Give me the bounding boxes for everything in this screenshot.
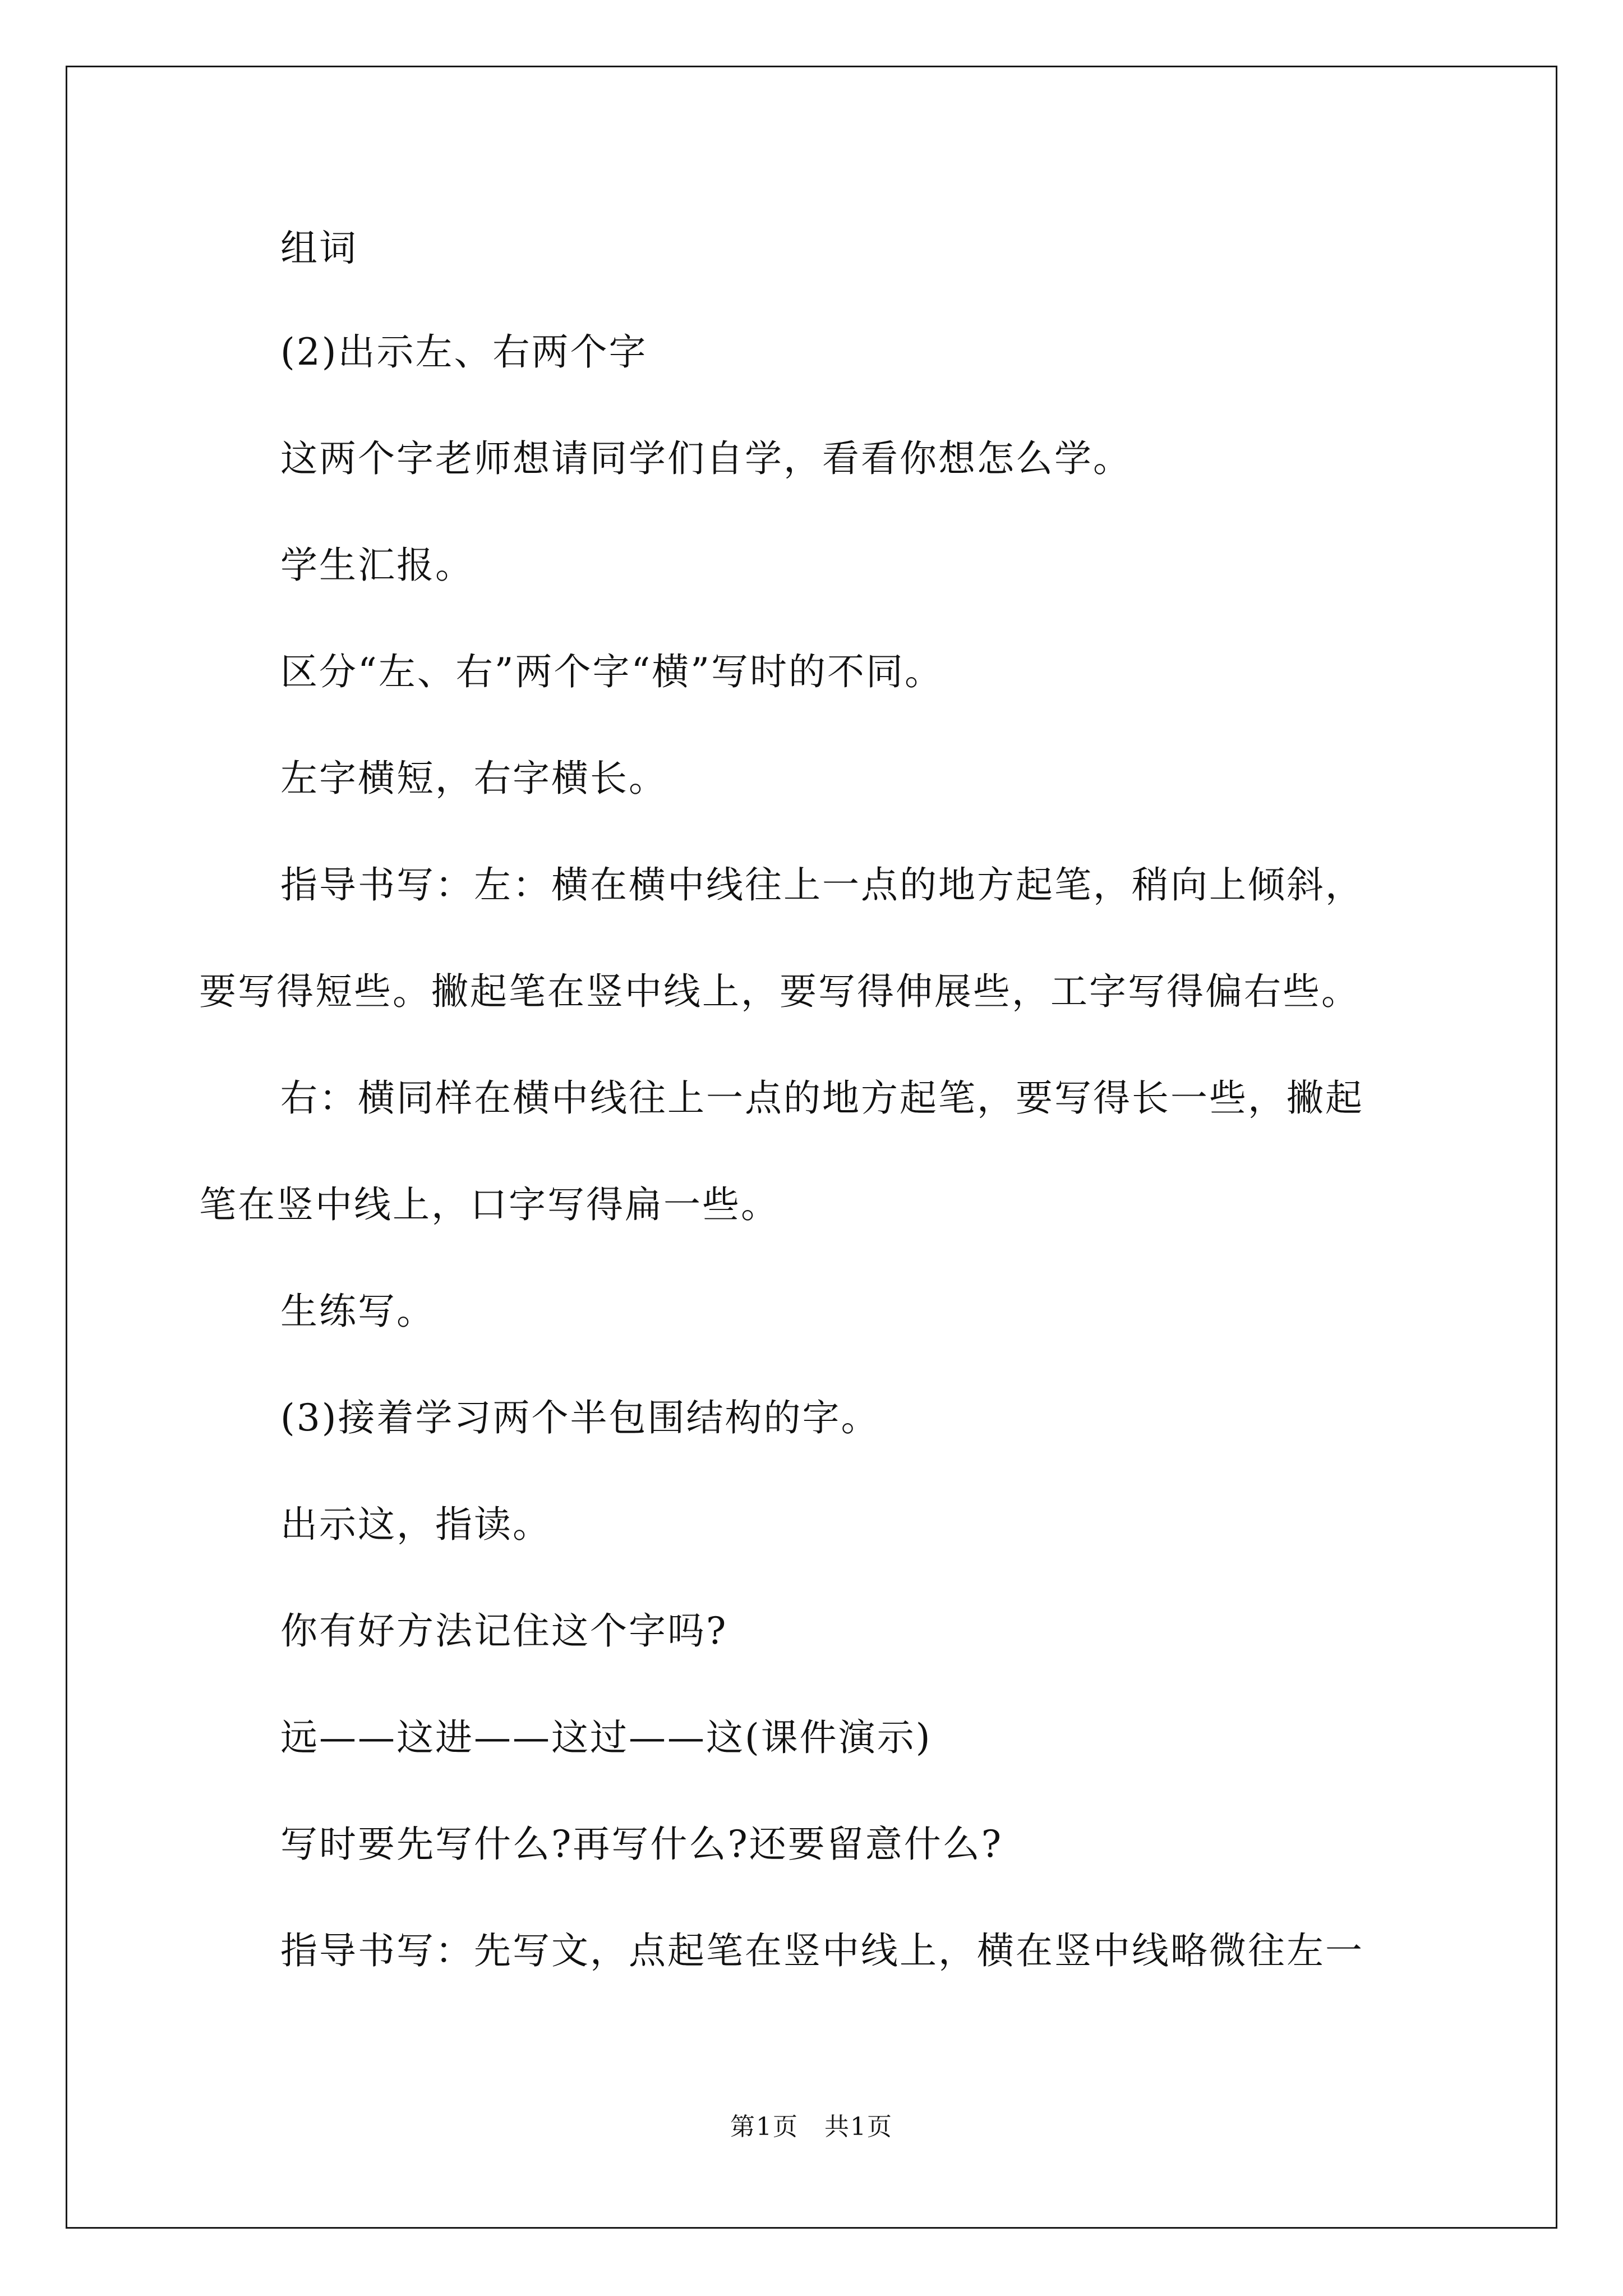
paragraph-5: 区分“左、右”两个字“横”写时的不同。 xyxy=(280,650,943,693)
paragraph-11: 出示这，指读。 xyxy=(280,1503,551,1546)
paragraph-15: 指导书写：先写文，点起笔在竖中线上，横在竖中线略微往左一 xyxy=(280,1929,1364,1972)
paragraph-4: 学生汇报。 xyxy=(280,544,474,587)
paragraph-13: 远——这进——这过——这(课件演示) xyxy=(280,1716,932,1759)
paragraph-1: 组词 xyxy=(280,227,358,270)
paragraph-9: 生练写。 xyxy=(280,1290,435,1333)
paragraph-14: 写时要先写什么?再写什么?还要留意什么? xyxy=(280,1823,1003,1866)
paragraph-7: 指导书写：左：横在横中线往上一点的地方起笔，稍向上倾斜， xyxy=(280,863,1364,907)
paragraph-12: 你有好方法记住这个字吗? xyxy=(280,1609,728,1653)
paragraph-7-continued: 要写得短些。撇起笔在竖中线上，要写得伸展些，工字写得偏右些。 xyxy=(199,970,1360,1013)
page-number-footer: 第1页 共1页 xyxy=(730,2113,893,2141)
paragraph-2: (2)出示左、右两个字 xyxy=(280,330,648,374)
paragraph-8-continued: 笔在竖中线上，口字写得扁一些。 xyxy=(199,1183,780,1226)
page-border xyxy=(66,66,1557,2229)
paragraph-10: (3)接着学习两个半包围结构的字。 xyxy=(280,1396,880,1439)
paragraph-8: 右：横同样在横中线往上一点的地方起笔，要写得长一些，撇起 xyxy=(280,1076,1364,1120)
paragraph-3: 这两个字老师想请同学们自学，看看你想怎么学。 xyxy=(280,437,1132,480)
paragraph-6: 左字横短，右字横长。 xyxy=(280,757,667,800)
